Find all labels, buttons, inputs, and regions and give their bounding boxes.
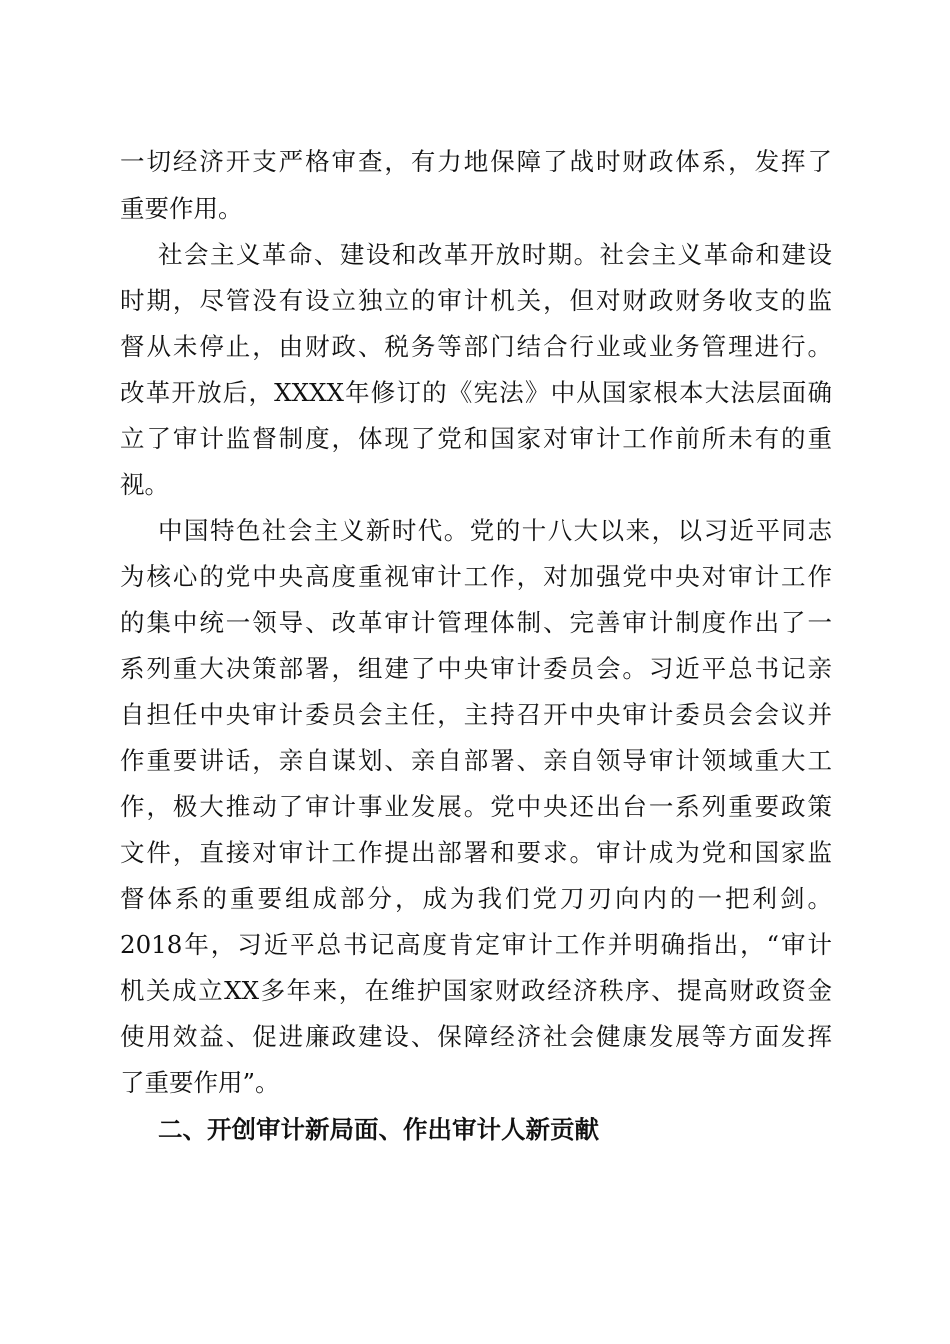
text-line: 督体系的重要组成部分，成为我们党刀刃向内的一把利剑。 xyxy=(120,884,832,913)
text-line: 使用效益、促进廉政建设、保障经济社会健康发展等方面发挥 xyxy=(120,1022,832,1051)
text-line: 督从未停止，由财政、税务等部门结合行业或业务管理进行。 xyxy=(120,332,832,361)
text-line: 的集中统一领导、改革审计管理体制、完善审计制度作出了一 xyxy=(120,608,832,637)
paragraph-first-line: 中国特色社会主义新时代。党的十八大以来，以习近平同志 xyxy=(158,516,832,545)
text-line: 作重要讲话，亲自谋划、亲自部署、亲自领导审计领域重大工 xyxy=(120,746,832,775)
text-line: 改革开放后，XXXX年修订的《宪法》中从国家根本大法层面确 xyxy=(120,378,832,407)
text-line: 系列重大决策部署，组建了中央审计委员会。习近平总书记亲 xyxy=(120,654,832,683)
text-line: 机关成立XX多年来，在维护国家财政经济秩序、提高财政资金 xyxy=(120,976,832,1005)
text-line: 自担任中央审计委员会主任，主持召开中央审计委员会会议并 xyxy=(120,700,832,729)
section-heading: 二、开创审计新局面、作出审计人新贡献 xyxy=(158,1115,599,1144)
text-line: 作，极大推动了审计事业发展。党中央还出台一系列重要政策 xyxy=(120,792,832,821)
text-line: 文件，直接对审计工作提出部署和要求。审计成为党和国家监 xyxy=(120,838,832,867)
text-line: 视。 xyxy=(120,470,169,499)
text-line: 了重要作用”。 xyxy=(120,1068,280,1097)
text-line: 2018年，习近平总书记高度肯定审计工作并明确指出，“审计 xyxy=(120,930,832,959)
paragraph-first-line: 社会主义革命、建设和改革开放时期。社会主义革命和建设 xyxy=(158,240,832,269)
text-line: 重要作用。 xyxy=(120,194,243,223)
text-line: 时期，尽管没有设立独立的审计机关，但对财政财务收支的监 xyxy=(120,286,832,315)
text-line: 一切经济开支严格审查，有力地保障了战时财政体系，发挥了 xyxy=(120,147,832,176)
text-line: 为核心的党中央高度重视审计工作，对加强党中央对审计工作 xyxy=(120,562,832,591)
text-line: 立了审计监督制度，体现了党和国家对审计工作前所未有的重 xyxy=(120,424,832,453)
